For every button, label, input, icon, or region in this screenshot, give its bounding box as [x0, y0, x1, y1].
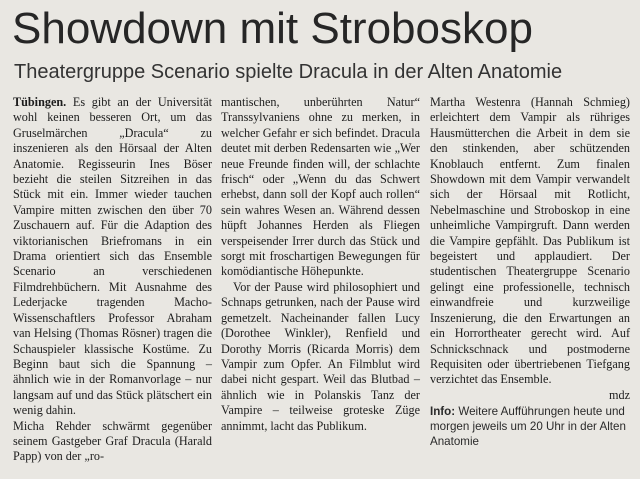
- dateline: Tübingen.: [13, 95, 67, 109]
- article-subheadline: Theatergruppe Scenario spielte Dracula in der Alten Anatomie: [14, 61, 563, 83]
- article-column-1: [13, 95, 212, 465]
- paragraph: [13, 95, 212, 419]
- author-signature: mdz: [609, 387, 630, 402]
- article-column-3: [430, 95, 630, 403]
- paragraph: mantischen, unberührten Natur“ Transsylvaniens ohne zu merken, in welcher Gefahr er sich befindet. Dracula deutet mit derben Redensarten wie „Wer neue Freunde finden will, der schlachte frisch“ oder „Wenn du das Schwert erhebst, dann soll der Kopf auch rollen“ sein wahres Wesen an. Während dessen hüpft Johannes Herden als Fliegen verspeisender Irrer durch das Stück und sorgt mit froschartigen Bewegungen für komödiantische Höhepunkte.: [221, 95, 420, 279]
- article-column-2: [221, 95, 420, 434]
- paragraph-text: Es gibt an der Universität wohl keinen besseren Ort, um das Gruselmärchen „Dracula“ zu inszenieren als den Hörsaal der Alten Anatomie. Regisseurin Ines Böser bezieht die steilen Sitzreihen in das Stück mit ein. Immer wieder tauchen Vampire mitten zwischen den über 70 Zuschauern auf. Für die Adaption des viktorianischen Briefromans in ein Drama orientiert sich das Ensemble Scenario an verschiedenen Filmdrehbüchern. Mit Ausnahme des Lederjacke tragenden Macho-Wissenschaftlers Professor Abraham van Helsing (Thomas Rösner) tragen die Schauspieler klassische Kostüme. Zu Beginn baut sich die Spannung – ähnlich wie in der Romanvorlage – nur langsam auf und das Stück plätschert ein wenig dahin.: [13, 95, 213, 418]
- info-label: Info:: [430, 405, 456, 418]
- paragraph: Martha Westenra (Hannah Schmieg) erleichtert dem Vampir als rühriges Hausmütterchen die Arbeit in dem sie den stinkenden, aber schützenden Knoblauch entfernt. Zum finalen Showdown mit dem Vampir verwandelt sich der Hörsaal mit Rotlicht, Nebelmaschine und Stroboskop in eine unheimliche Vampirgruft. Dann werden die Vampire gepfählt. Das Publikum ist begeistert und applaudiert. Der studentischen Theatergruppe Scenario gelingt eine professionelle, technisch einwandfreie und kurzweilige Inszenierung, die den Erwartungen an ein Horrortheater gerecht wird. Auf Schnickschnack und postmoderne Requisiten oder übertriebenen Tiefgang verzichtet das Ensemble.: [430, 95, 630, 387]
- article-headline: Showdown mit Stroboskop: [12, 4, 533, 53]
- paragraph: Vor der Pause wird philosophiert und Schnaps getrunken, nach der Pause wird gemetzelt. Nacheinander fallen Lucy (Dorothee Winkler), Renfield und Dorothy Morris (Ricarda Morris) dem Vampir zum Opfer. An Filmblut wird dabei nicht gespart. Weil das Blutbad – ähnlich wie in Polanskis Tanz der Vampire – teilweise groteske Züge annimmt, lacht das Publikum.: [221, 279, 420, 433]
- info-box: [430, 404, 635, 449]
- info-text: Weitere Aufführungen heute und morgen jeweils um 20 Uhr in der Alten Anatomie: [430, 405, 626, 448]
- paragraph: Micha Rehder schwärmt gegenüber seinem Gastgeber Graf Dracula (Harald Papp) von der „ro-: [13, 418, 212, 464]
